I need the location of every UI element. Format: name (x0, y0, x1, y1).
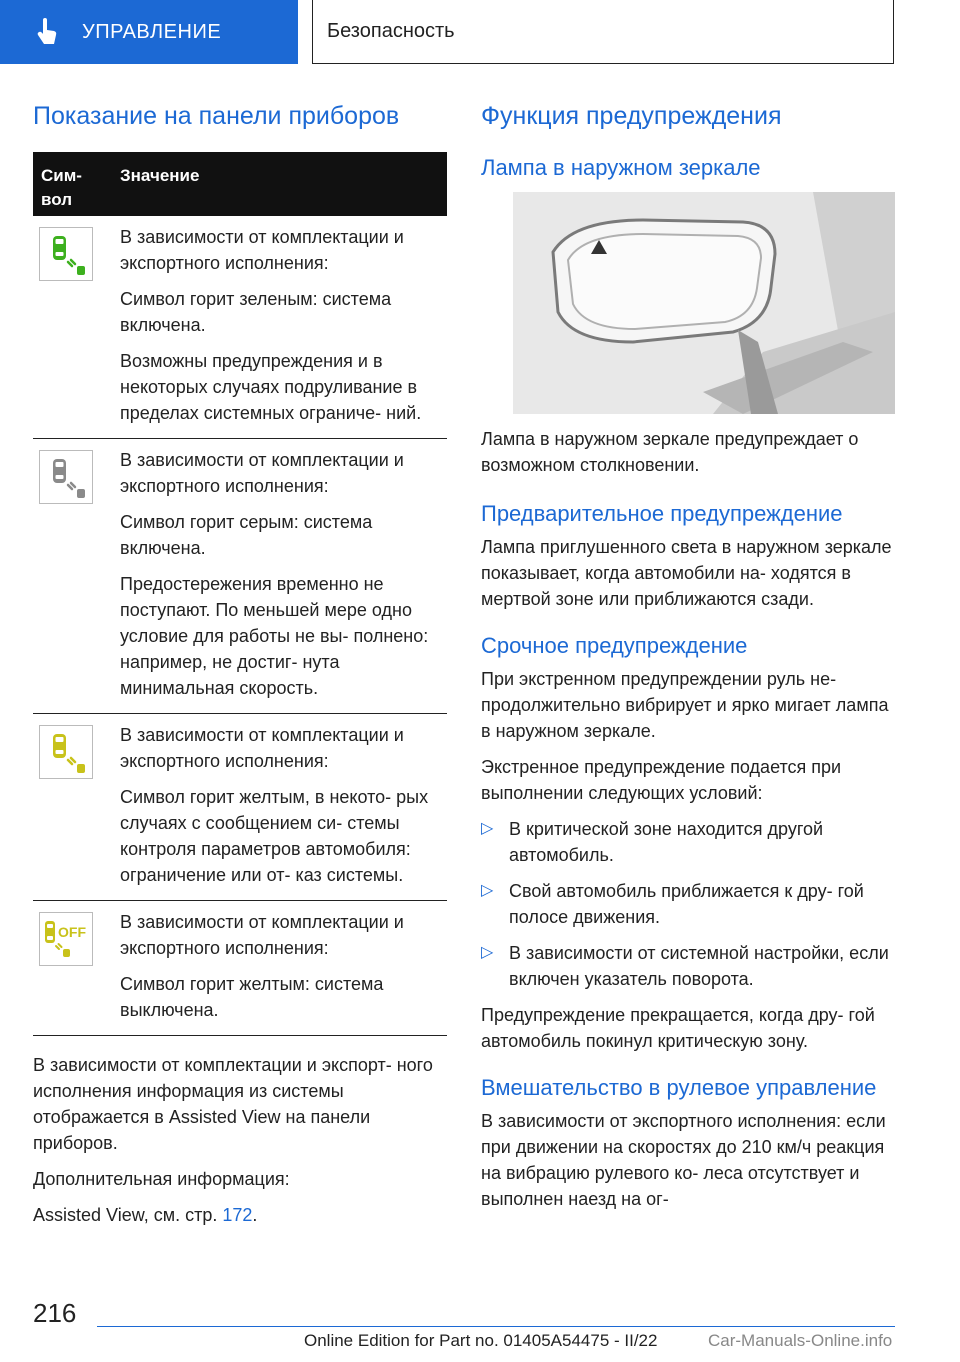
urgent-text: Предупреждение прекращается, когда дру- гой автомобиль покинул критическую зону. (481, 1005, 875, 1051)
table-row (33, 216, 447, 439)
lane-car-gray-icon (39, 450, 93, 504)
mirror-caption: Лампа в наружном зеркале предупреждает о возможном столкновении. (481, 429, 859, 475)
urgent-text: Экстренное предупреждение подается при выполнении следующих условий: (481, 757, 842, 803)
off-label: OFF (58, 924, 86, 940)
triangle-bullet-icon: ▷ (481, 820, 494, 837)
row-text: В зависимости от комплектации и экспортного исполнения: (120, 912, 404, 958)
condition-list (481, 816, 895, 992)
paragraph (33, 1202, 447, 1228)
pre-warning-heading: Предварительное предупреждение (481, 501, 843, 526)
page-number: 216 (33, 1298, 77, 1328)
urgent-warning-heading: Срочное предупреждение (481, 633, 748, 658)
row-text: Символ горит желтым: система выключена. (120, 974, 384, 1020)
left-column (33, 100, 447, 1238)
lane-car-off-icon (39, 912, 93, 966)
row-text: В зависимости от комплектации и экспортного исполнения: (120, 450, 404, 496)
page-header (0, 0, 960, 66)
section-box (312, 0, 894, 64)
row-text: Предостережения временно не поступают. По меньшей мере одно условие для работы не вы- полнено: например, не достиг- нута минимальная скорость. (120, 574, 429, 698)
triangle-bullet-icon: ▷ (481, 944, 494, 961)
list-item: ▷ В зависимости от системной настройки, если включен указатель поворота. (481, 940, 895, 992)
hand-pointer-icon (32, 17, 62, 47)
watermark: Car-Manuals-Online.info (708, 1331, 893, 1350)
paragraph: Дополнительная информация: (33, 1169, 290, 1189)
function-title: Функция предупреждения (481, 102, 782, 130)
steering-heading: Вмешательство в рулевое управление (481, 1075, 877, 1100)
row-text: Символ горит серым: система включена. (120, 512, 373, 558)
row-text: В зависимости от комплектации и экспортного исполнения: (120, 227, 404, 273)
edition-text: Online Edition for Part no. 01405A54475 - II/22 (304, 1331, 658, 1350)
lane-car-yellow-icon (39, 725, 93, 779)
paragraph: В зависимости от комплектации и экспорт- ного исполнения информация из системы отображается в Assisted View на панели приборов. (33, 1055, 433, 1153)
row-text: Возможны предупреждения и в некоторых случаях подруливание в пределах системных ограниче- ний. (120, 351, 422, 423)
table-row (33, 439, 447, 714)
col-meaning-header: Значение (120, 166, 200, 185)
footer-divider (97, 1326, 895, 1327)
table-row (33, 714, 447, 901)
reference-text: Assisted View, см. стр. (33, 1205, 223, 1225)
section-label: Безопасность (327, 20, 455, 42)
row-text: Символ горит желтым, в некото- рых случаях с сообщением си- стемы контроля параметров автомобиля: ограничение или от- каз системы. (120, 787, 429, 885)
side-mirror-image (513, 192, 895, 414)
chapter-label: УПРАВЛЕНИЕ (82, 20, 222, 43)
steering-text: В зависимости от экспортного исполнения: если при движении на скоростях до 210 км/ч реакция на вибрацию рулевого ко- леса отсутствует и выполнен наезд на ог- (481, 1111, 886, 1209)
row-text: В зависимости от комплектации и экспортного исполнения: (120, 725, 404, 771)
pre-warning-text: Лампа приглушенного света в наружном зеркале показывает, когда автомобили на- ходятся в мертвой зоне или приближаются сзади. (481, 537, 892, 609)
mirror-heading: Лампа в наружном зеркале (481, 155, 761, 180)
col-symbol-header: Сим- вол (41, 166, 82, 209)
row-text: Символ горит зеленым: система включена. (120, 289, 392, 335)
table-header (33, 152, 447, 216)
table-row (33, 901, 447, 1036)
punctuation: . (252, 1205, 258, 1225)
list-item: ▷ Свой автомобиль приближается к дру- гой полосе движения. (481, 878, 895, 930)
right-column (481, 100, 895, 1222)
triangle-bullet-icon: ▷ (481, 882, 494, 899)
page-link[interactable]: 172 (222, 1205, 253, 1225)
section-title: Показание на панели приборов (33, 102, 400, 130)
chapter-tab (0, 0, 298, 64)
urgent-text: При экстренном предупреждении руль не- продолжительно вибрирует и ярко мигает лампа в наружном зеркале. (481, 669, 889, 741)
lane-car-green-icon (39, 227, 93, 281)
list-item: ▷ В критической зоне находится другой автомобиль. (481, 816, 895, 868)
